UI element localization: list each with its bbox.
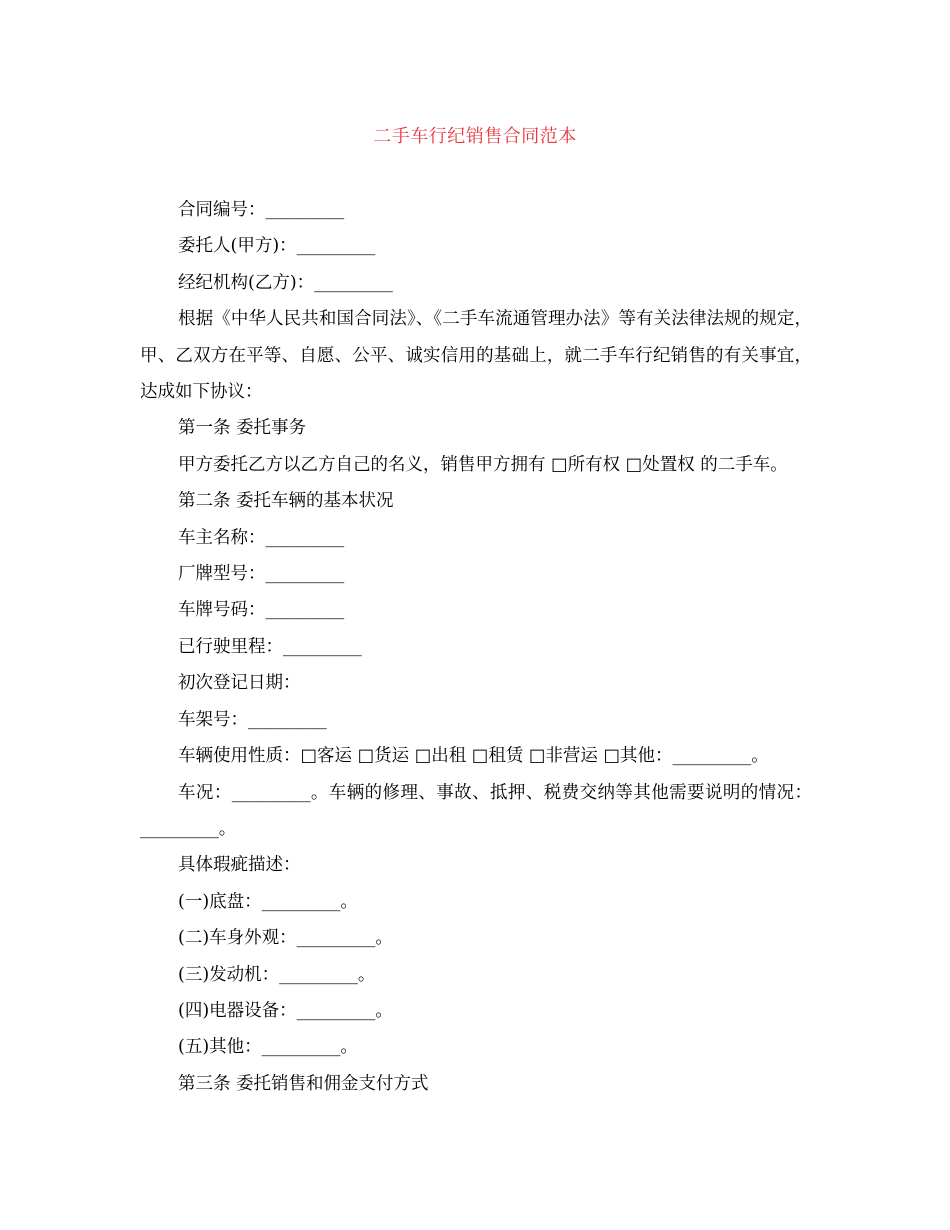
- article-1-heading: 第一条 委托事务: [178, 418, 307, 439]
- preamble-paragraph: 根据《中华人民共和国合同法》、《二手车流通管理办法》等有关法律法规的规定，甲、乙双方在平等、自愿、公平、诚实信用的基础上，就二手车行纪销售的有关事宜，达成如下协议：: [140, 309, 812, 403]
- vehicle-condition-paragraph: 车况：_________。车辆的修理、事故、抵押、税费交纳等其他需要说明的情况：_________。: [140, 782, 812, 839]
- contract-number-field: 合同编号：_________: [178, 200, 345, 220]
- defect-electrical-field: (四)电器设备：_________。: [178, 1000, 393, 1021]
- usage-type-field: 车辆使用性质：□客运 □货运 □出租 □租赁 □非营运 □其他：_________。: [178, 746, 769, 767]
- mileage-field: 已行驶里程：_________: [178, 636, 362, 657]
- article-1-text: 甲方委托乙方以乙方自己的名义，销售甲方拥有 □所有权 □处置权 的二手车。: [178, 454, 788, 475]
- owner-name-field: 车主名称：_________: [178, 527, 345, 548]
- vin-field: 车架号：_________: [178, 709, 327, 730]
- defect-body-field: (二)车身外观：_________。: [178, 928, 393, 949]
- defects-heading: 具体瑕疵描述：: [178, 855, 301, 876]
- first-registration-field: 初次登记日期：: [178, 673, 301, 694]
- defect-engine-field: (三)发动机：_________。: [178, 964, 376, 985]
- party-b-field: 经纪机构(乙方)：_________: [178, 272, 393, 293]
- defect-other-field: (五)其他：_________。: [178, 1037, 358, 1058]
- article-3-heading: 第三条 委托销售和佣金支付方式: [178, 1073, 429, 1094]
- brand-model-field: 厂牌型号：_________: [178, 564, 345, 585]
- document-title: 二手车行纪销售合同范本: [373, 126, 577, 147]
- plate-number-field: 车牌号码：_________: [178, 600, 345, 621]
- article-2-heading: 第二条 委托车辆的基本状况: [178, 491, 394, 512]
- defect-chassis-field: (一)底盘：_________。: [178, 891, 358, 912]
- document-body: [140, 192, 812, 1102]
- party-a-field: 委托人(甲方)：_________: [178, 236, 376, 257]
